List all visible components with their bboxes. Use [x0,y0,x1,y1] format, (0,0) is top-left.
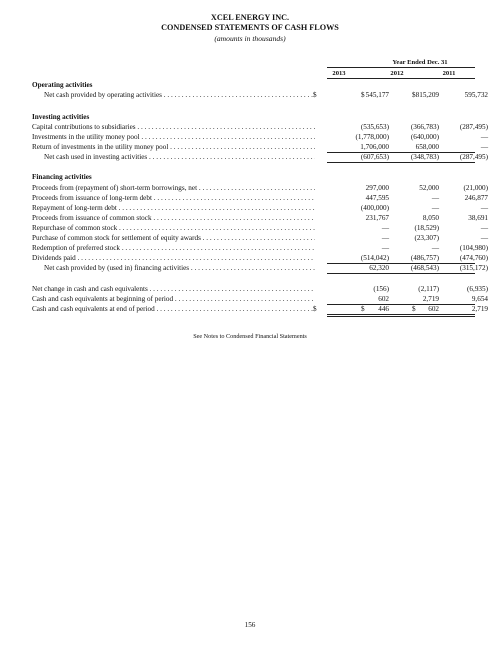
currency-symbol: $ [313,91,317,99]
row-label: Proceeds from (repayment of) short-term borrowings, net . . . [32,183,315,193]
statement-title: CONDENSED STATEMENTS OF CASH FLOWS [161,23,339,32]
value-2012: (468,543) [410,264,439,272]
value-2011: (104,980) [459,244,488,252]
value-2011: — [480,133,488,141]
value-2012: (640,000) [410,133,439,141]
value-2013: (514,042) [360,254,389,262]
value-2013: 602 [378,295,389,303]
row-label: Net cash used in investing activities . . . [44,152,315,162]
table-row [0,284,500,294]
double-rule-top [327,314,475,315]
value-2013: 62,320 [369,264,389,272]
value-2013: (1,778,000) [355,133,389,141]
year-group-header: Year Ended Dec. 31 [392,59,448,66]
double-rule-bottom [327,316,475,317]
value-2011: (21,000) [463,184,488,192]
page-number: 156 [244,621,256,629]
row-label: Cash and cash equivalents at end of period . . . [32,304,315,314]
value-2012: (2,117) [418,285,439,293]
table-row [0,203,500,213]
value-2012: — [431,194,439,202]
table-row [0,213,500,223]
value-2011: — [480,234,488,242]
row-label: Capital contributions to subsidiaries . . . [32,122,315,132]
header-rule [327,67,475,68]
value-2011: (474,760) [459,254,488,262]
table-row [0,294,500,304]
value-2013: (400,000) [360,204,389,212]
value-2012: 815,209 [415,91,439,99]
value-2013: — [381,224,389,232]
row-label: Net cash provided by (used in) financing activities . . . [44,263,315,273]
row-label: Proceeds from issuance of long-term debt . . . [32,193,315,203]
table-row [0,132,500,142]
table-row [0,90,500,100]
currency-symbol: $ [412,305,416,313]
row-label: Investments in the utility money pool . . . [32,132,315,142]
table-row [0,193,500,203]
value-2012: 658,000 [415,143,439,151]
value-2011: — [480,204,488,212]
value-2013: — [381,234,389,242]
row-label: Return of investments in the utility money pool . . . [32,142,315,152]
value-2013: (156) [373,285,389,293]
table-row [0,233,500,243]
value-2012: 8,050 [422,214,439,222]
header-rule-bottom [327,78,475,79]
table-row [0,304,500,314]
table-row [0,263,500,273]
value-2012: (18,529) [414,224,439,232]
value-2013: 1,706,000 [360,143,389,151]
section-heading-operating [0,80,500,90]
value-2013: 447,595 [365,194,389,202]
value-2012: 52,000 [419,184,439,192]
value-2011: 595,732 [464,91,488,99]
value-2013: 231,767 [365,214,389,222]
value-2011: 246,877 [464,194,488,202]
company-name: XCEL ENERGY INC. [210,13,290,22]
value-2012: — [431,204,439,212]
row-label: Net cash provided by operating activities . . . [44,90,315,100]
value-2011: — [480,224,488,232]
footnote: See Notes to Condensed Financial Statements [193,333,307,340]
row-label: Purchase of common stock for settlement of equity awards . . . [32,233,315,243]
value-2011: (287,495) [459,153,488,161]
row-label: Net change in cash and cash equivalents . . . [32,284,315,294]
table-row [0,183,500,193]
section-title: Financing activities [32,173,92,181]
value-2011: (287,495) [459,123,488,131]
section-title: Operating activities [32,81,93,89]
table-row [0,122,500,132]
row-label: Redemption of preferred stock . . . [32,243,315,253]
value-2011: 2,719 [471,305,488,313]
table-row [0,253,500,263]
value-2011: 38,691 [468,214,488,222]
section-heading-financing [0,172,500,182]
table-row [0,152,500,162]
total-rule [327,273,475,274]
row-label: Repayment of long-term debt . . . [32,203,315,213]
value-2012: (348,783) [410,153,439,161]
value-2012: (486,757) [410,254,439,262]
section-title: Investing activities [32,113,90,121]
value-2012: — [431,244,439,252]
value-2013: — [381,244,389,252]
year-2013: 2013 [332,70,346,77]
value-2012: 602 [428,305,439,313]
value-2013: (535,653) [360,123,389,131]
value-2012: (23,307) [414,234,439,242]
currency-symbol: $ [361,305,365,313]
units-note: (amounts in thousands) [214,34,286,43]
value-2011: 9,654 [471,295,488,303]
value-2011: (315,172) [459,264,488,272]
year-2012: 2012 [390,70,404,77]
row-label: Dividends paid . . . [32,253,315,263]
row-label: Proceeds from issuance of common stock . . . [32,213,315,223]
total-rule [327,162,475,163]
value-2012: (366,783) [410,123,439,131]
table-row [0,223,500,233]
value-2013: 446 [378,305,389,313]
value-2013: 297,000 [365,184,389,192]
section-heading-investing [0,112,500,122]
row-label: Cash and cash equivalents at beginning of period . . . [32,294,315,304]
row-label: Repurchase of common stock . . . [32,223,315,233]
year-2011: 2011 [442,70,456,77]
table-row [0,243,500,253]
value-2012: 2,719 [422,295,439,303]
value-2013: 545,177 [365,91,389,99]
table-row [0,142,500,152]
value-2011: (6,935) [467,285,488,293]
currency-symbol: $ [361,91,365,99]
value-2013: (607,653) [360,153,389,161]
currency-symbol: $ [313,305,317,313]
currency-symbol: $ [412,91,416,99]
value-2011: — [480,143,488,151]
